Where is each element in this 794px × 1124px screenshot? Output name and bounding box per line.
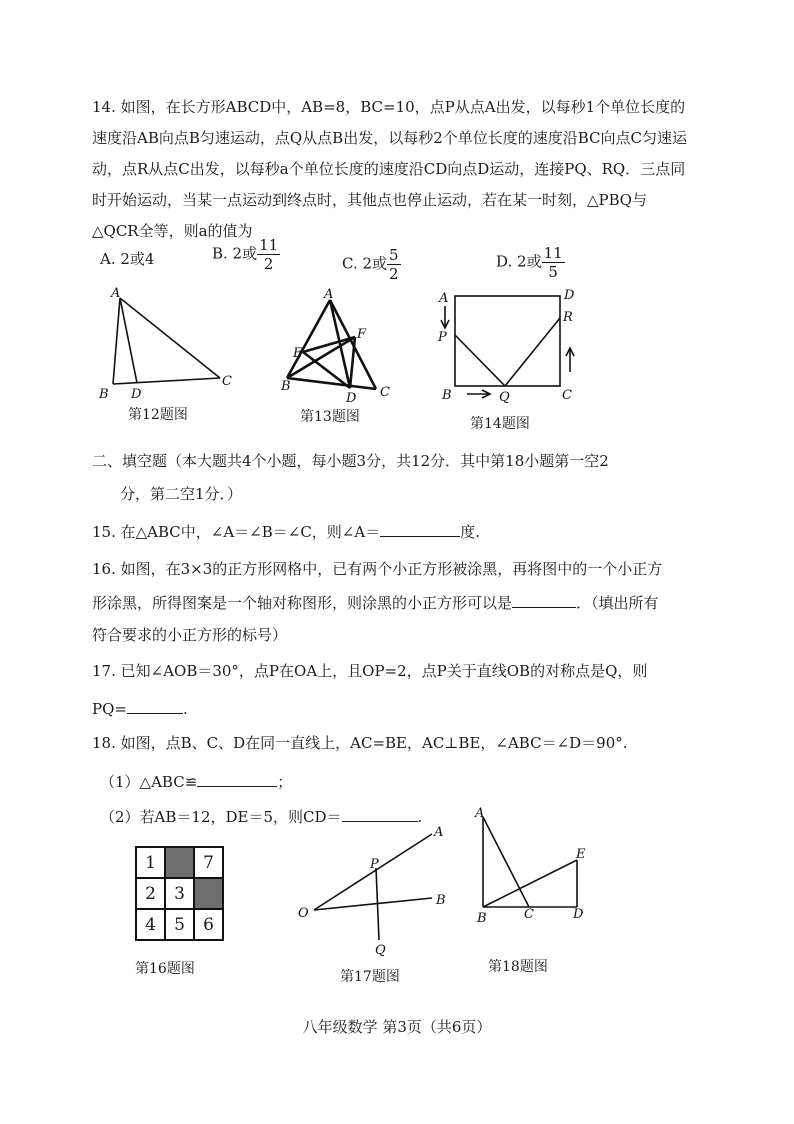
q14-text: 14. 如图，在长方形ABCD中，AB=8，BC=10，点P从点A出发，以每秒1个单位长度的速度沿AB向点B匀速运动，点Q从点B出发，以每秒2个单位长度的速度沿BC向点C匀速运动，点R从点C出发，以每秒a个单位长度的速度沿CD向点D运动，连接PQ、RQ．三点同时开始运动，当某一点运动到终点时，其他点也停止运动，若在某一时刻，△PBQ与△QCR全等，则a的值为 bbox=[92, 98, 688, 240]
q18-part2-text: （2）若AB＝12，DE＝5，则CD＝ bbox=[100, 808, 342, 826]
fig16-cell-5: 5 bbox=[165, 909, 194, 940]
q16-text: 形涂黑，所得图案是一个轴对称图形，则涂黑的小正方形可以是 bbox=[92, 594, 513, 612]
q18-part1 bbox=[100, 771, 292, 792]
fig16-cell-2: 2 bbox=[136, 878, 165, 909]
q16-line1: 16. 如图，在3×3的正方形网格中，已有两个小正方形被涂黑，再将图中的一个小正方 bbox=[92, 560, 663, 578]
fig12-side-ab bbox=[113, 298, 120, 384]
q14-option-c-prefix: C. 2或 bbox=[342, 254, 388, 273]
figure-16-grid bbox=[135, 846, 224, 941]
figure-12 bbox=[113, 298, 220, 384]
fig16-cell-shaded bbox=[165, 847, 194, 878]
fig14-label-b: B bbox=[442, 388, 452, 403]
fig13-label-d: D bbox=[346, 391, 357, 406]
q15-unit: 度. bbox=[460, 523, 480, 541]
fig13-label-f: F bbox=[357, 327, 367, 342]
q14-option-d-prefix: D. 2或 bbox=[496, 252, 542, 271]
q18-part2 bbox=[100, 806, 422, 827]
figure-18 bbox=[483, 817, 577, 907]
fraction-denominator: 2 bbox=[389, 265, 399, 283]
fig18-label-c: C bbox=[524, 907, 534, 922]
fig16-cell-shaded bbox=[194, 878, 223, 909]
q17-line2 bbox=[92, 699, 188, 718]
fig14-label-c: C bbox=[562, 388, 572, 403]
fig16-cell-4: 4 bbox=[136, 909, 165, 940]
fig17-caption: 第17题图 bbox=[340, 969, 400, 985]
fig16-row bbox=[136, 909, 223, 940]
fig17-label-a: A bbox=[434, 825, 444, 840]
fig12-label-a: A bbox=[111, 286, 121, 301]
fig13-label-c: C bbox=[380, 385, 390, 400]
q17-text: PQ= bbox=[92, 700, 127, 718]
fig17-label-p: P bbox=[370, 857, 379, 872]
q14-option-a: A. 2或4 bbox=[100, 250, 155, 268]
q18-part1-text: （1）△ABC≌ bbox=[100, 773, 198, 791]
fig14-label-q: Q bbox=[499, 390, 510, 405]
figure-13 bbox=[287, 300, 376, 389]
fig14-segment-rq bbox=[505, 318, 560, 386]
fig18-label-b: B bbox=[477, 911, 487, 926]
fig12-caption: 第12题图 bbox=[128, 407, 188, 423]
q16-line3: 符合要求的小正方形的标号） bbox=[92, 626, 288, 644]
fig16-cell-1: 1 bbox=[136, 847, 165, 878]
fig13-side-bc bbox=[287, 378, 376, 389]
fig16-cell-6: 6 bbox=[194, 909, 223, 940]
fig13-label-a: A bbox=[324, 287, 334, 302]
q15-text: 15. 在△ABC中，∠A＝∠B＝∠C，则∠A＝ bbox=[92, 523, 381, 541]
q18-part2-answer-blank[interactable] bbox=[342, 807, 418, 822]
fraction-numerator: 5 bbox=[389, 246, 399, 264]
fig18-caption: 第18题图 bbox=[488, 959, 548, 975]
fig16-cell-3: 3 bbox=[165, 878, 194, 909]
fig18-segment-be bbox=[483, 860, 577, 907]
fraction-denominator: 5 bbox=[548, 263, 558, 281]
fig13-label-b: B bbox=[281, 379, 291, 394]
fig14-label-a: A bbox=[439, 291, 449, 306]
fig13-caption: 第13题图 bbox=[300, 409, 360, 425]
q17-end: . bbox=[182, 700, 188, 718]
fig17-label-q: Q bbox=[375, 943, 386, 958]
figure-17 bbox=[314, 834, 432, 940]
fig16-row bbox=[136, 878, 223, 909]
fig14-rectangle bbox=[455, 296, 560, 386]
fig17-label-b: B bbox=[436, 893, 446, 908]
fig18-segment-ac bbox=[483, 817, 529, 907]
fig13-label-e: E bbox=[293, 346, 303, 361]
q17-line1: 17. 已知∠AOB＝30°，点P在OA上，且OP=2，点P关于直线OB的对称点是Q，则 bbox=[92, 662, 648, 680]
fig13-segment-ef bbox=[303, 337, 355, 352]
q17-answer-blank[interactable] bbox=[127, 699, 183, 714]
q15-answer-blank[interactable] bbox=[380, 522, 460, 537]
q15-line bbox=[92, 521, 480, 542]
fig17-label-o: O bbox=[298, 906, 309, 921]
fig18-label-a: A bbox=[475, 806, 485, 821]
q18-part1-answer-blank[interactable] bbox=[197, 772, 277, 787]
q18-part2-end: . bbox=[417, 808, 423, 826]
fraction-denominator: 2 bbox=[263, 255, 274, 273]
fraction-numerator: 11 bbox=[259, 236, 279, 254]
fig14-label-r: R bbox=[563, 310, 573, 325]
fig12-label-c: C bbox=[222, 374, 232, 389]
fig16-row bbox=[136, 847, 223, 878]
section2-heading-line1: 二、填空题（本大题共4个小题，每小题3分，共12分．其中第18小题第一空2 bbox=[92, 452, 609, 470]
fig12-label-b: B bbox=[99, 387, 109, 402]
figure-14 bbox=[441, 296, 574, 398]
section2-heading-line2: 分，第二空1分．） bbox=[120, 485, 243, 503]
fig12-label-d: D bbox=[131, 387, 142, 402]
fig14-caption: 第14题图 bbox=[470, 416, 530, 432]
fig17-ray-oa bbox=[314, 834, 432, 910]
fig12-side-ac bbox=[120, 298, 220, 378]
fig14-label-p: P bbox=[438, 330, 447, 345]
q16-answer-blank[interactable] bbox=[512, 593, 576, 608]
fig12-segment-ad bbox=[120, 298, 137, 383]
q16-note: ．（填出所有 bbox=[576, 594, 659, 612]
fig18-label-e: E bbox=[576, 847, 586, 862]
fig18-label-d: D bbox=[573, 907, 584, 922]
fig16-cell-7: 7 bbox=[194, 847, 223, 878]
fig17-ray-ob bbox=[314, 898, 432, 910]
fig16-caption: 第16题图 bbox=[135, 961, 195, 977]
fig12-side-bc bbox=[113, 378, 220, 384]
fig14-label-d: D bbox=[564, 288, 575, 303]
q18-part1-end: ； bbox=[277, 773, 293, 791]
q14-option-b-prefix: B. 2或 bbox=[212, 244, 258, 263]
q18-line1: 18. 如图，点B、C、D在同一直线上，AC=BE，AC⊥BE，∠ABC＝∠D＝90°. bbox=[92, 734, 628, 752]
fig16-table bbox=[135, 846, 224, 941]
fraction-numerator: 11 bbox=[543, 244, 563, 262]
page-footer: 八年级数学 第3页（共6页） bbox=[302, 1018, 492, 1036]
q16-line2 bbox=[92, 592, 659, 613]
fig14-segment-pq bbox=[455, 335, 505, 386]
